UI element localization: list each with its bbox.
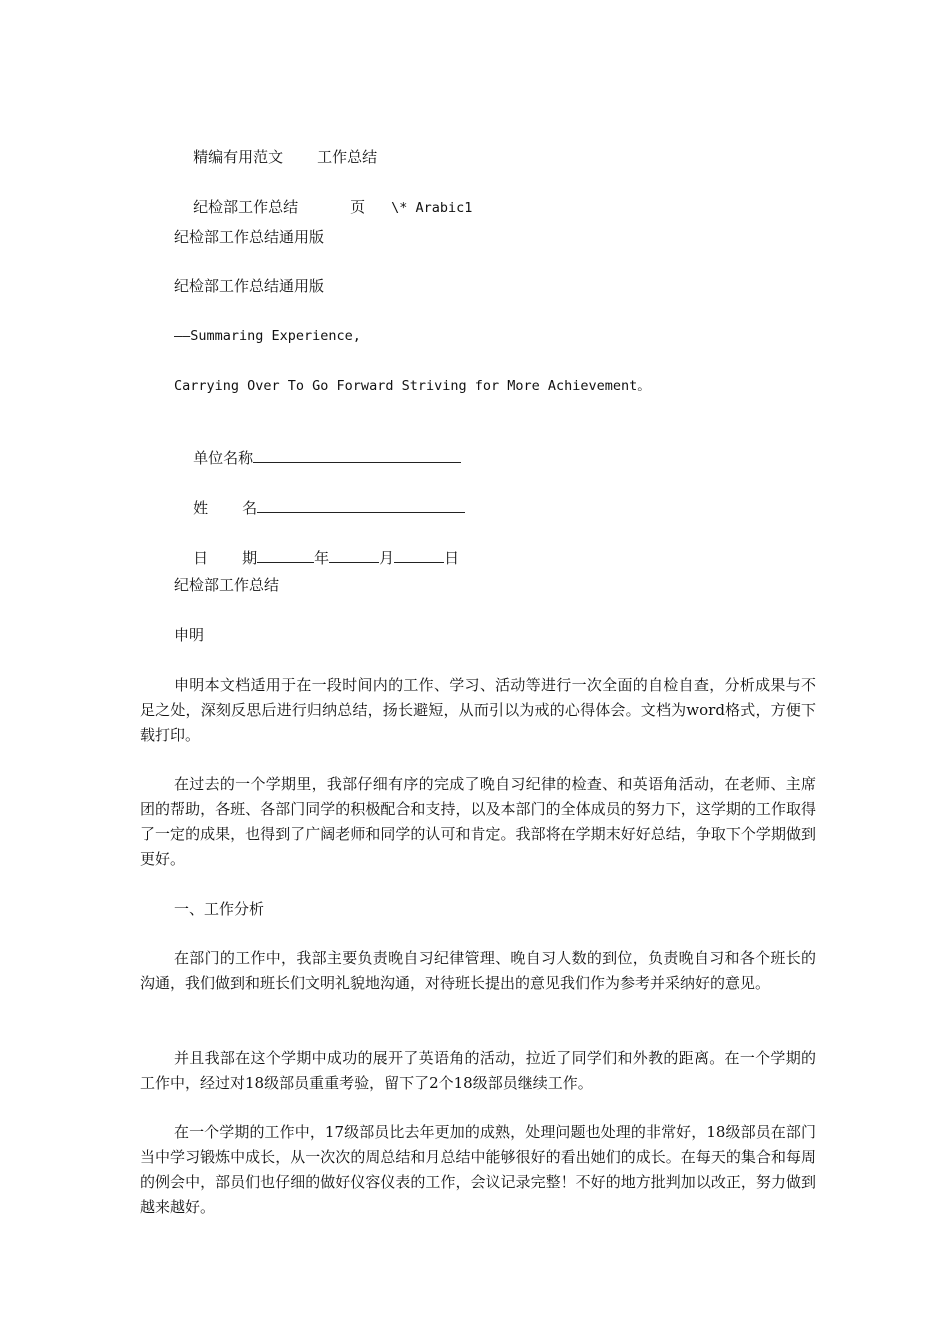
- statement-paragraph: 申明本文档适用于在一段时间内的工作、学习、活动等进行一次全面的自检自查，分析成果与不足之处，深刻反思后进行归纳总结，扬长避短，从而引以为戒的心得体会。文档为word格式，方便下载打印。: [140, 676, 816, 744]
- year-blank: [257, 546, 314, 563]
- document-title-2: 纪检部工作总结通用版: [174, 277, 325, 295]
- date-label-first: 日: [193, 549, 209, 567]
- day-blank: [394, 546, 444, 563]
- work-analysis-heading: 一、工作分析: [174, 900, 265, 918]
- month-label: 月: [379, 549, 395, 567]
- analysis-paragraph-1: 在部门的工作中，我部主要负责晚自习纪律管理、晚自习人数的到位，负责晚自习和各个班长的沟通，我们做到和班长们文明礼貌地沟通，对待班长提出的意见我们作为参考并采纳好的意见。: [140, 949, 816, 992]
- analysis-paragraph-3: 在一个学期的工作中，17级部员比去年更加的成熟，处理问题也处理的非常好，18级部员在部门当中学习锻炼中成长，从一次次的周总结和月总结中能够很好的看出她们的成长。在每天的集合和每周的例会中，部员们也仔细的做好仪容仪表的工作，会议记录完整！不好的地方批判加以改正，努力做到越来越好。: [140, 1123, 816, 1216]
- document-title-1: 纪检部工作总结通用版: [174, 228, 325, 246]
- subtitle-line-1: ——Summaring Experience,: [174, 328, 361, 344]
- name-blank: [257, 496, 465, 513]
- statement-heading: 申明: [174, 626, 205, 644]
- running-header-field-code: \* Arabic1: [391, 200, 473, 216]
- running-header-page-word: 页: [350, 198, 366, 216]
- running-header-title: 纪检部工作总结: [193, 198, 299, 216]
- name-label-second: 名: [242, 499, 258, 517]
- day-label: 日: [444, 549, 460, 567]
- subtitle-line-2: Carrying Over To Go Forward Striving for More Achievement。: [174, 378, 651, 394]
- unit-name-blank: [253, 446, 461, 463]
- year-label: 年: [314, 549, 330, 567]
- unit-name-label: 单位名称: [193, 449, 254, 467]
- intro-paragraph: 在过去的一个学期里，我部仔细有序的完成了晚自习纪律的检查、和英语角活动，在老师、主席团的帮助，各班、各部门同学的积极配合和支持，以及本部门的全体成员的努力下，这学期的工作取得了一定的成果，也得到了广阔老师和同学的认可和肯定。我部将在学期末好好总结，争取下个学期做到更好。: [140, 775, 816, 868]
- header-right: 工作总结: [317, 148, 378, 166]
- section-title: 纪检部工作总结: [174, 576, 280, 594]
- header-left: 精编有用范文: [193, 148, 284, 166]
- name-label-first: 姓: [193, 499, 209, 517]
- date-label-second: 期: [242, 549, 258, 567]
- analysis-paragraph-2: 并且我部在这个学期中成功的展开了英语角的活动，拉近了同学们和外教的距离。在一个学期的工作中，经过对18级部员重重考验，留下了2个18级部员继续工作。: [140, 1049, 816, 1092]
- month-blank: [329, 546, 379, 563]
